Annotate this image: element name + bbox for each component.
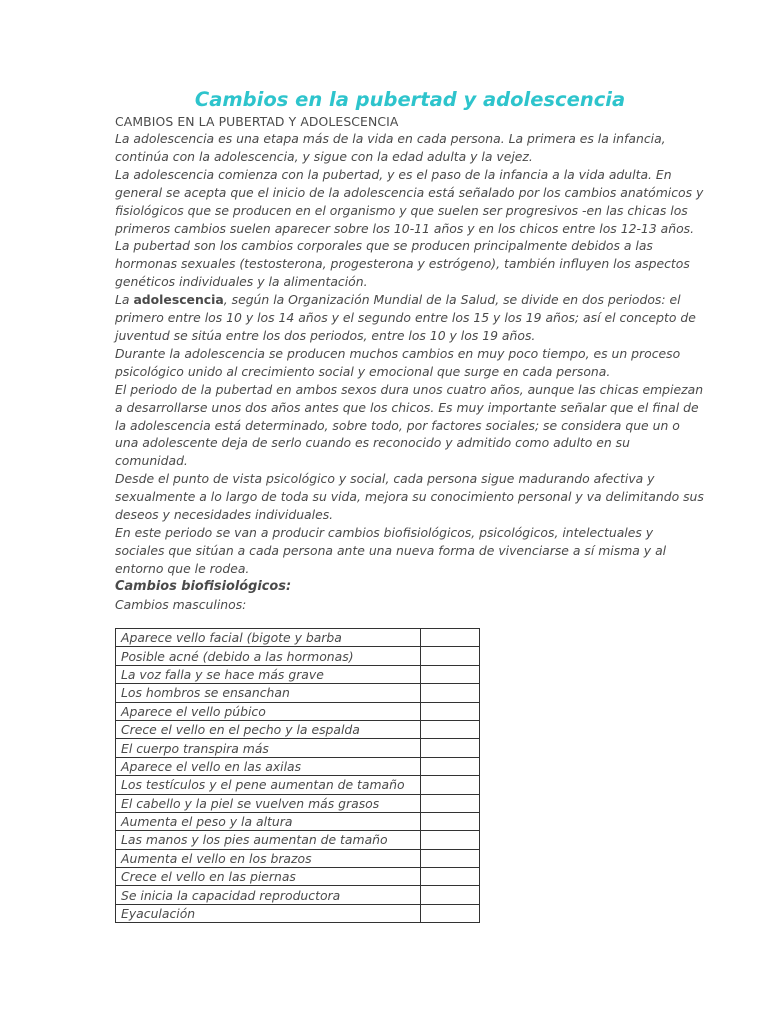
- check-cell[interactable]: [421, 665, 480, 683]
- change-label: Crece el vello en las piernas: [116, 868, 421, 886]
- document-subtitle: CAMBIOS EN LA PUBERTAD Y ADOLESCENCIA: [115, 114, 399, 129]
- table-row: [116, 720, 480, 738]
- paragraph: Desde el punto de vista psicológico y social, cada persona sigue madurando afectiva y sexualmente a lo largo de toda su vida, mejora su conocimiento personal y va delimitando sus deseos y necesidades individuales.: [115, 471, 704, 523]
- change-label: Eyaculación: [116, 904, 421, 922]
- table-row: [116, 831, 480, 849]
- table-row: [116, 684, 480, 702]
- document-body: [115, 86, 705, 614]
- paragraph: La adolescencia comienza con la pubertad, y es el paso de la infancia a la vida adulta. En general se acepta que el inicio de la adolescencia está señalado por los cambios anatómicos y fisiológicos que se producen en el organismo y que suelen ser progresivos -en las chicas los primeros cambios suelen aparecer sobre los 10-11 años y en los chicos entre los 12-13 años.: [115, 166, 704, 236]
- paragraph: La adolescencia es una etapa más de la vida en cada persona. La primera es la infancia, continúa con la adolescencia, y sigue con la edad adulta y la vejez.: [115, 131, 666, 164]
- paragraph: El periodo de la pubertad en ambos sexos dura unos cuatro años, aunque las chicas empiezan a desarrollarse unos dos años antes que los chicos. Es muy importante señalar que el final de la adolescencia está determinado, sobre todo, por factores sociales; se considera que un o una adolescente deja de serlo cuando es reconocido y admitido como adulto en su comunidad.: [115, 381, 704, 469]
- table-row: [116, 647, 480, 665]
- change-label: Los testículos y el pene aumentan de tamaño: [116, 776, 421, 794]
- check-cell[interactable]: [421, 739, 480, 757]
- change-label: Aumenta el vello en los brazos: [116, 849, 421, 867]
- paragraph: En este periodo se van a producir cambios biofisiológicos, psicológicos, intelectuales y sociales que sitúan a cada persona ante una nueva forma de vivenciarse a sí misma y al entorno que le rodea.: [115, 524, 667, 576]
- change-label: Aumenta el peso y la altura: [116, 812, 421, 830]
- check-cell[interactable]: [421, 868, 480, 886]
- bold-term: adolescencia: [133, 292, 224, 308]
- change-label: Los hombros se ensanchan: [116, 684, 421, 702]
- paragraph-oms-definition: [115, 291, 705, 345]
- change-label: Se inicia la capacidad reproductora: [116, 886, 421, 904]
- check-cell[interactable]: [421, 776, 480, 794]
- document-title: Cambios en la pubertad y adolescencia: [194, 88, 626, 111]
- changes-table: [115, 628, 480, 923]
- table-row: [116, 629, 480, 647]
- change-label: Aparece vello facial (bigote y barba: [116, 629, 421, 647]
- check-cell[interactable]: [421, 647, 480, 665]
- check-cell[interactable]: [421, 794, 480, 812]
- paragraph: Durante la adolescencia se producen muchos cambios en muy poco tiempo, es un proceso psicológico unido al crecimiento social y emocional que surge en cada persona.: [115, 345, 681, 379]
- table-row: [116, 665, 480, 683]
- table-row: [116, 739, 480, 757]
- check-cell[interactable]: [421, 629, 480, 647]
- change-label: Aparece el vello en las axilas: [116, 757, 421, 775]
- table-row: [116, 849, 480, 867]
- table-row: [116, 904, 480, 922]
- change-label: Las manos y los pies aumentan de tamaño: [116, 831, 421, 849]
- table-row: [116, 757, 480, 775]
- check-cell[interactable]: [421, 886, 480, 904]
- table-row: [116, 794, 480, 812]
- table-row: [116, 868, 480, 886]
- section-heading: Cambios biofisiológicos:: [115, 578, 292, 594]
- check-cell[interactable]: [421, 720, 480, 738]
- change-label: Crece el vello en el pecho y la espalda: [116, 720, 421, 738]
- check-cell[interactable]: [421, 904, 480, 922]
- change-label: Posible acné (debido a las hormonas): [116, 647, 421, 665]
- paragraph-rest: , según la Organización Mundial de la Salud, se divide en dos periodos: el primero entre los 10 y los 14 años y el segundo entre los 15 y los 19 años; así el concepto de juventud se sitúa entre los dos periodos, entre los 10 y los 19 años.: [115, 292, 696, 343]
- check-cell[interactable]: [421, 812, 480, 830]
- table-row: [116, 702, 480, 720]
- check-cell[interactable]: [421, 702, 480, 720]
- paragraph: La pubertad son los cambios corporales que se producen principalmente debidos a las hormonas sexuales (testosterona, progesterona y estrógeno), también influyen los aspectos genéticos individuales y la alimentación.: [115, 238, 690, 290]
- table-row: [116, 812, 480, 830]
- table-row: [116, 776, 480, 794]
- change-label: El cuerpo transpira más: [116, 739, 421, 757]
- change-label: La voz falla y se hace más grave: [116, 665, 421, 683]
- check-cell[interactable]: [421, 849, 480, 867]
- paragraph-lead: La: [115, 292, 134, 308]
- check-cell[interactable]: [421, 684, 480, 702]
- section-subheading: Cambios masculinos:: [115, 596, 247, 612]
- check-cell[interactable]: [421, 831, 480, 849]
- change-label: El cabello y la piel se vuelven más grasos: [116, 794, 421, 812]
- change-label: Aparece el vello púbico: [116, 702, 421, 720]
- check-cell[interactable]: [421, 757, 480, 775]
- table-row: [116, 886, 480, 904]
